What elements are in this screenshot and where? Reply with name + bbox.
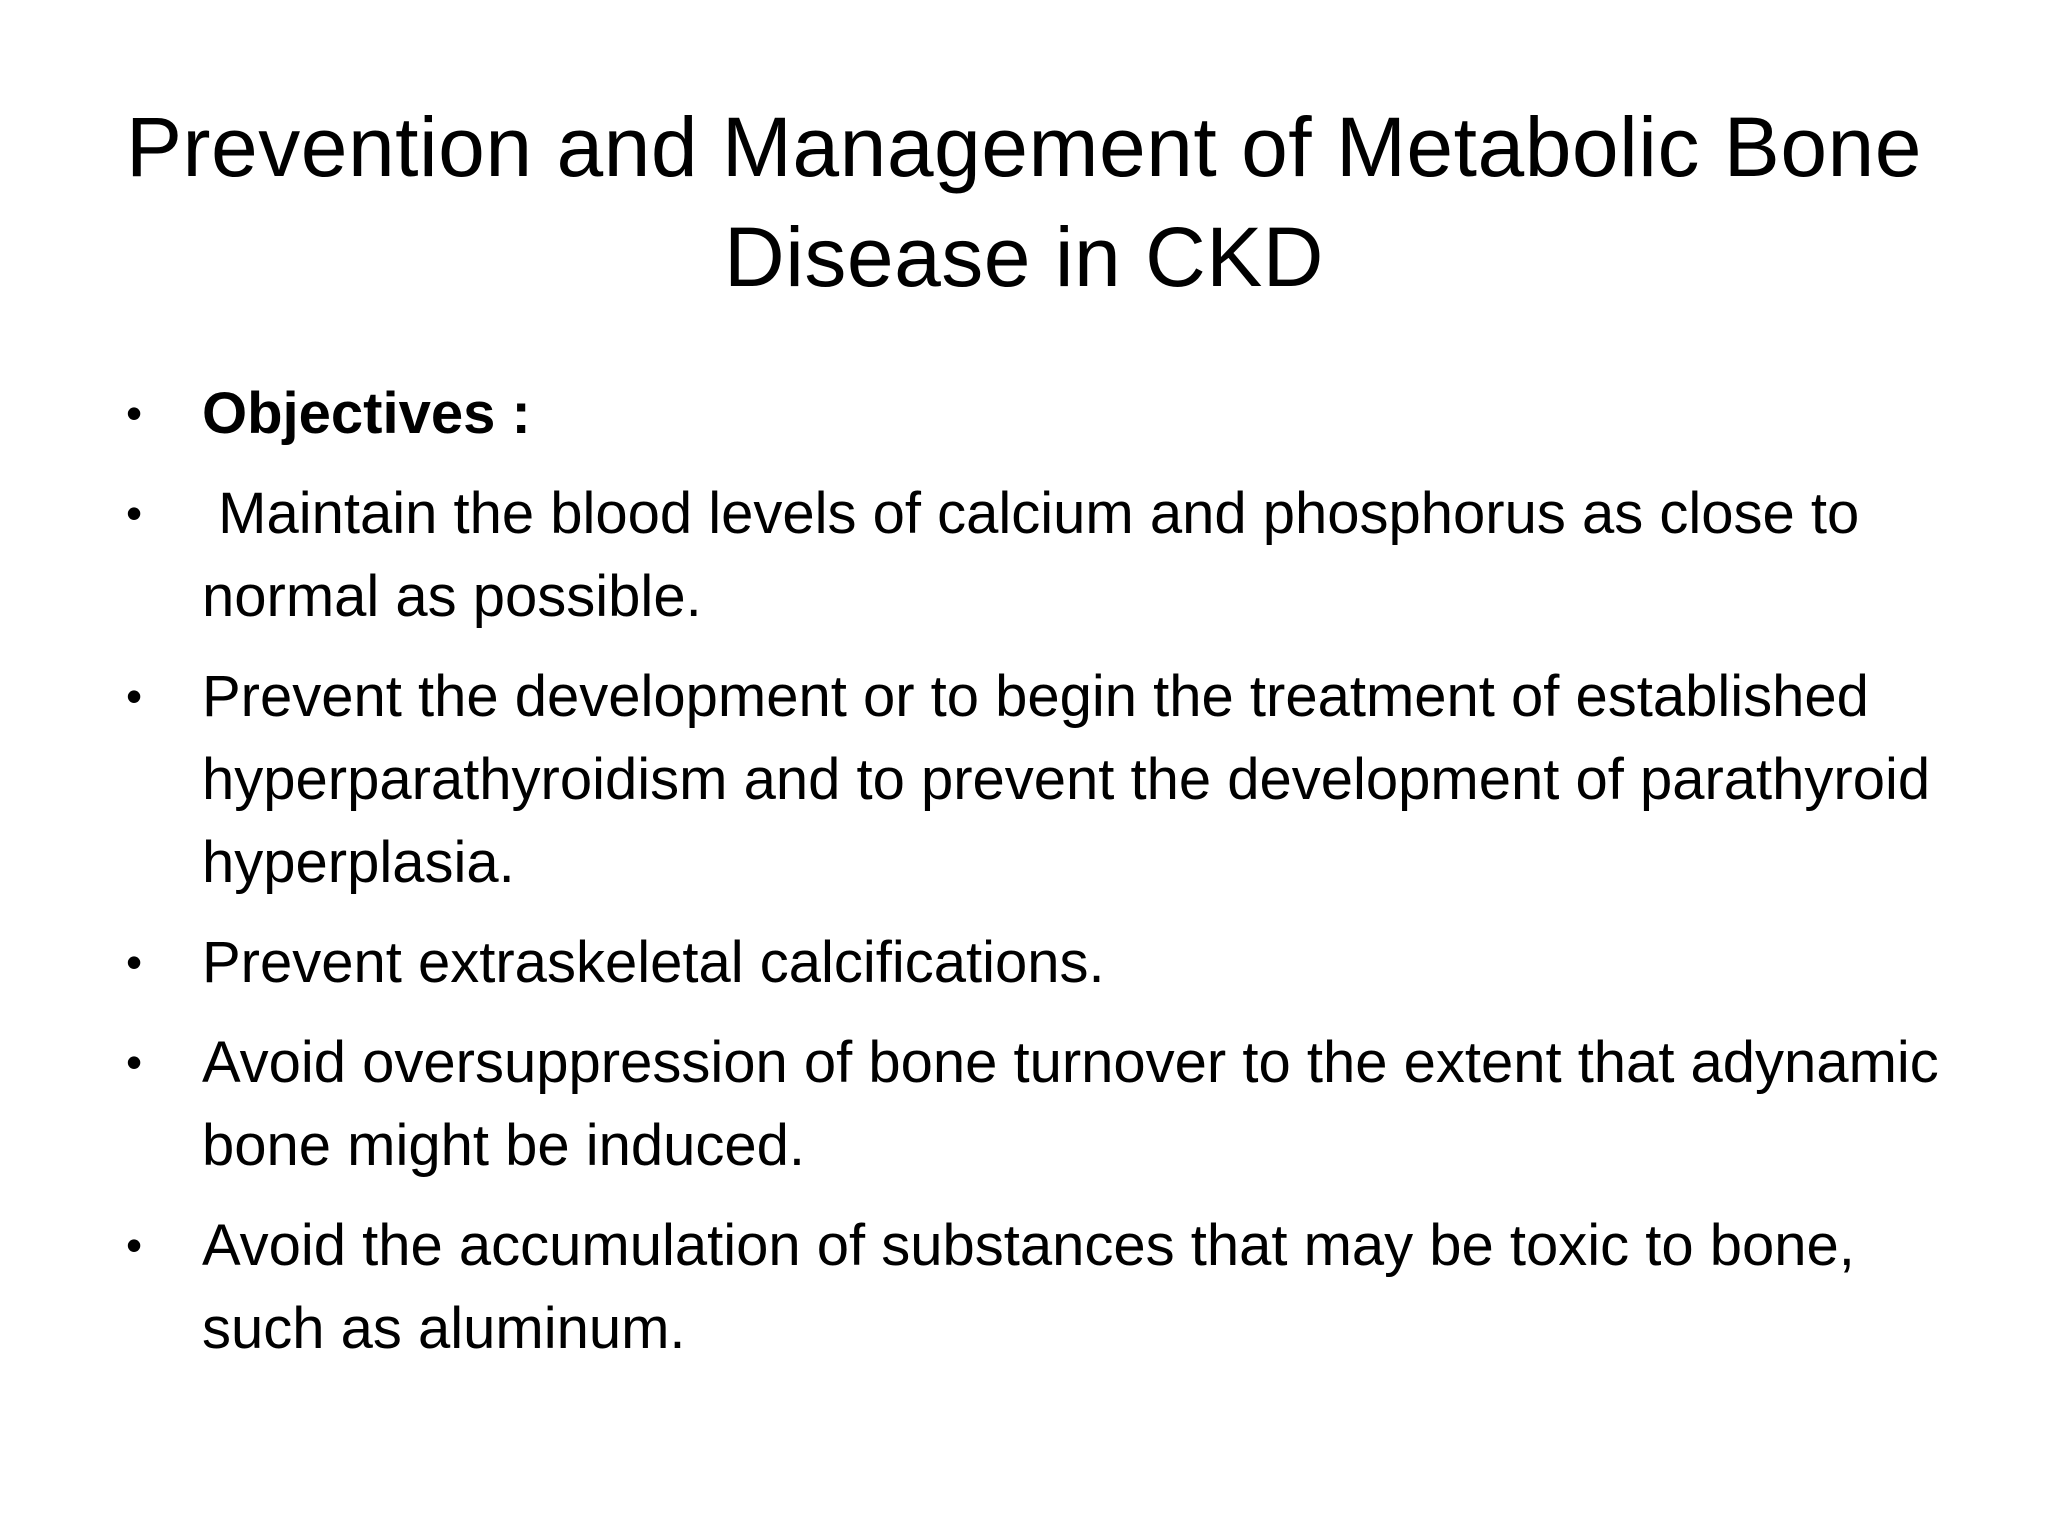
bullet-item-objectives — [120, 372, 1960, 455]
bullet-icon: • — [126, 1036, 143, 1088]
slide-title: Prevention and Management of Metabolic Bone Disease in CKD — [126, 100, 1922, 304]
bullet-text: Prevent extraskeletal calcifications. — [202, 930, 1105, 995]
bullet-text: Objectives : — [202, 381, 531, 446]
bullet-item-maintain-levels — [120, 472, 1960, 638]
bullet-item-avoid-oversuppression — [120, 1021, 1960, 1187]
bullet-icon: • — [126, 487, 143, 539]
bullet-icon: • — [126, 670, 143, 722]
bullet-text: Maintain the blood levels of calcium and phosphorus as close to normal as possible. — [202, 481, 1876, 629]
bullet-list — [120, 372, 1960, 1387]
bullet-text: Prevent the development or to begin the treatment of established hyperparathyroidism and to prevent the development of parathyroid hyperplasia. — [202, 664, 1931, 895]
bullet-text: Avoid oversuppression of bone turnover to the extent that adynamic bone might be induced. — [202, 1030, 1939, 1178]
bullet-item-prevent-calcifications — [120, 921, 1960, 1004]
bullet-item-prevent-hyperparathyroidism — [120, 655, 1960, 904]
bullet-icon: • — [126, 1219, 143, 1271]
bullet-icon: • — [126, 936, 143, 988]
bullet-text: Avoid the accumulation of substances that may be toxic to bone, such as aluminum. — [202, 1213, 1855, 1361]
bullet-icon: • — [126, 387, 143, 439]
bullet-item-avoid-toxic-substances — [120, 1204, 1960, 1370]
